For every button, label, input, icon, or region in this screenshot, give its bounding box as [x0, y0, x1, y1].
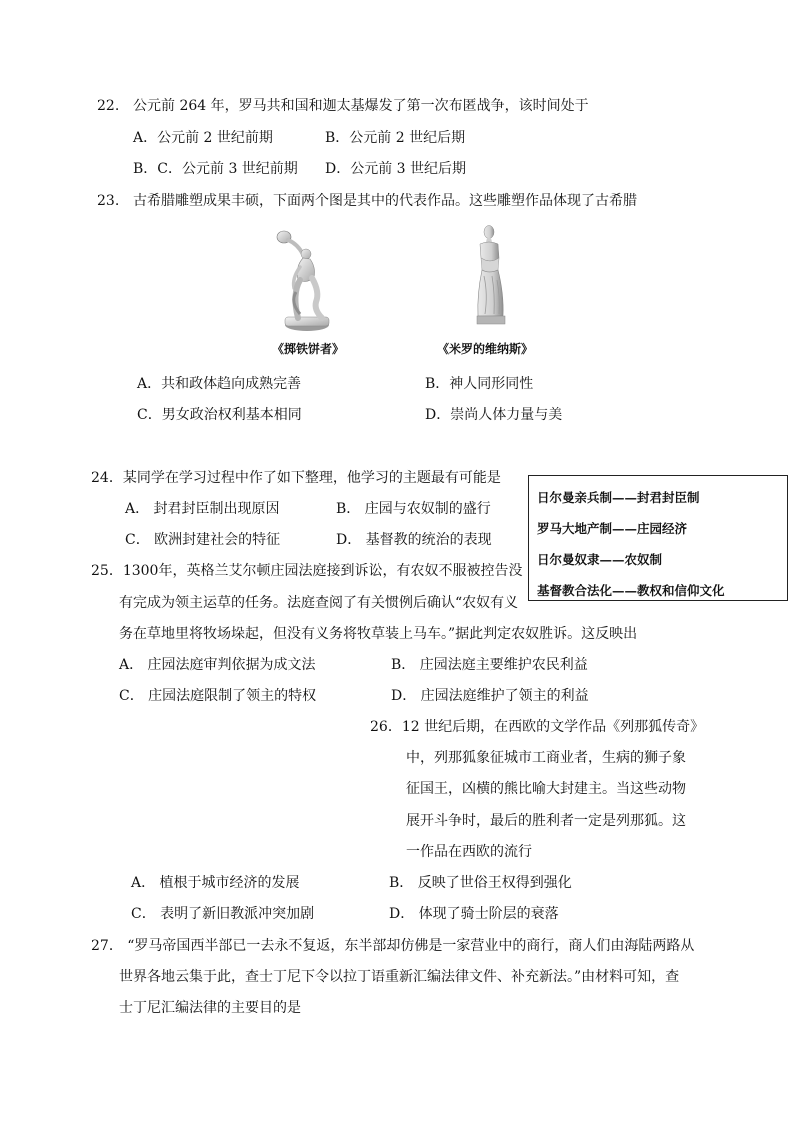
q25-line-2: 有完成为领主运草的任务。法庭查阅了有关惯例后确认“农奴有义 — [119, 595, 519, 611]
venus-caption: 《米罗的维纳斯》 — [437, 342, 534, 356]
q22-option-a: A．公元前 2 世纪前期 — [133, 130, 273, 146]
q27-line-3: 士丁尼汇编法律的主要目的是 — [119, 1000, 301, 1016]
q22-option-d: D．公元前 3 世纪后期 — [325, 161, 467, 177]
q24-box-line-1: 日尔曼亲兵制——封君封臣制 — [537, 490, 700, 505]
q24-option-c: C． 欧洲封建社会的特征 — [125, 532, 281, 548]
q24-stem: 24．某同学在学习过程中作了如下整理，他学习的主题最有可能是 — [91, 470, 501, 486]
q24-box-line-3: 日尔曼奴隶——农奴制 — [537, 552, 663, 567]
q24-option-b: B． 庄园与农奴制的盛行 — [336, 501, 491, 517]
q24-box-line-4: 基督教合法化——教权和信仰文化 — [537, 583, 725, 598]
q27-line-2: 世界各地云集于此，查士丁尼下令以拉丁语重新汇编法律文件、补充新法。”由材料可知，查 — [119, 969, 680, 985]
q22-option-c: B．C．公元前 3 世纪前期 — [133, 161, 298, 177]
q23-stem: 古希腊雕塑成果丰硕，下面两个图是其中的代表作品。这些雕塑作品体现了古希腊 — [133, 193, 637, 209]
discobolus-statue-image — [270, 222, 340, 334]
q26-line-2: 中，列那狐象征城市工商业者，生病的狮子象 — [406, 750, 686, 766]
q26-option-b: B． 反映了世俗王权得到强化 — [389, 875, 572, 891]
q26-option-d: D． 体现了骑士阶层的衰落 — [389, 906, 559, 922]
q23-number: 23. — [97, 193, 120, 209]
q23-option-b: B．神人同形同性 — [425, 376, 534, 392]
q24-summary-box — [528, 475, 788, 601]
q23-option-c: C．男女政治权利基本相同 — [137, 407, 302, 423]
q22-number: 22. — [97, 98, 120, 114]
q25-option-a: A． 庄园法庭审判依据为成文法 — [119, 657, 316, 673]
q26-line-1: 26．12 世纪后期，在西欧的文学作品《列那狐传奇》 — [370, 719, 705, 735]
q24-option-a: A． 封君封臣制出现原因 — [125, 501, 280, 517]
q23-option-a: A．共和政体趋向成熟完善 — [137, 376, 302, 392]
q27-line-1: 27． “罗马帝国西半部已一去永不复返，东半部却仿佛是一家营业中的商行，商人们由海陆两路从 — [91, 938, 695, 954]
q26-line-3: 征国王，凶横的熊比喻大封建主。当这些动物 — [406, 781, 686, 797]
discobolus-caption: 《掷铁饼者》 — [272, 342, 345, 356]
q24-option-d: D． 基督教的统治的表现 — [336, 532, 492, 548]
q22-stem: 公元前 264 年，罗马共和国和迦太基爆发了第一次布匿战争，该时间处于 — [133, 98, 589, 114]
q26-option-a: A． 植根于城市经济的发展 — [131, 875, 300, 891]
q26-line-5: 一作品在西欧的流行 — [406, 844, 532, 860]
q25-line-3: 务在草地里将牧场垛起，但没有义务将牧草装上马车。”据此判定农奴胜诉。这反映出 — [119, 626, 638, 642]
q25-option-d: D． 庄园法庭维护了领主的利益 — [391, 688, 589, 704]
q25-option-b: B． 庄园法庭主要维护农民利益 — [391, 657, 588, 673]
q25-line-1: 25．1300年，英格兰艾尔顿庄园法庭接到诉讼，有农奴不服被控告没 — [91, 563, 523, 579]
q22-option-b: B．公元前 2 世纪后期 — [325, 130, 466, 146]
venus-de-milo-image — [470, 224, 512, 328]
q26-option-c: C． 表明了新旧教派冲突加剧 — [131, 906, 315, 922]
q23-option-d: D．崇尚人体力量与美 — [425, 407, 563, 423]
q25-option-c: C． 庄园法庭限制了领主的特权 — [119, 688, 317, 704]
q24-box-line-2: 罗马大地产制——庄园经济 — [537, 521, 688, 536]
q26-line-4: 展开斗争时，最后的胜利者一定是列那狐。这 — [406, 813, 686, 829]
